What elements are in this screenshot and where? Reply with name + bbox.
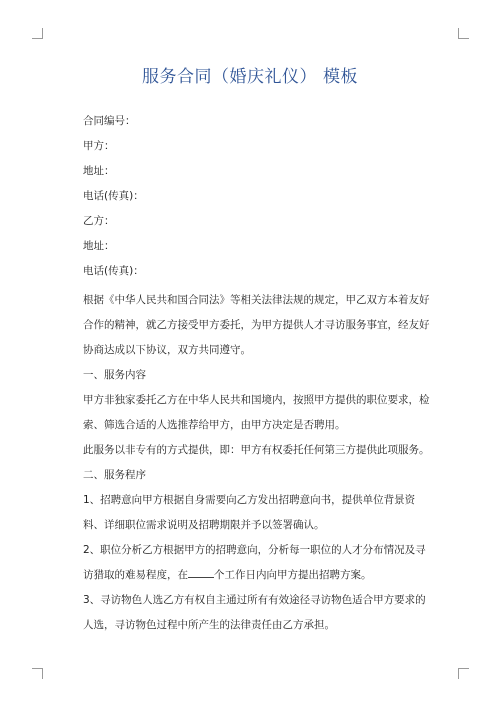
field-party-a-phone: 电话(传真)： — [83, 190, 144, 202]
corner-mark-top-left — [32, 28, 43, 39]
fill-in-blank-days — [188, 566, 214, 578]
corner-mark-bottom-right — [458, 668, 469, 679]
procedure-paragraph-2-start: 2、职位分析乙方根据甲方的招聘意向，分析每一职位的人才分布情况及寻访猎取的难易程度，在 — [83, 544, 426, 581]
document-title: 服务合同（婚庆礼仪） 模板 — [142, 67, 358, 87]
field-party-b: 乙方： — [83, 215, 115, 227]
field-contract-number: 合同编号： — [83, 115, 136, 127]
procedure-paragraph-2-end: 个工作日内向甲方提出招聘方案。 — [214, 569, 372, 581]
section-heading-service-content: 一、服务内容 — [83, 369, 146, 381]
corner-mark-bottom-left — [32, 668, 43, 679]
field-party-b-address: 地址： — [83, 240, 115, 252]
corner-mark-top-right — [458, 28, 469, 39]
procedure-paragraph-3: 3、寻访物色人选乙方有权自主通过所有有效途径寻访物色适合甲方要求的人选，寻访物色过程中所产生的法律责任由乙方承担。 — [83, 594, 426, 631]
field-party-b-phone: 电话(传真)： — [83, 265, 144, 277]
section-heading-service-procedure: 二、服务程序 — [83, 469, 146, 481]
field-party-a: 甲方： — [83, 140, 115, 152]
service-content-paragraph-2: 此服务以非专有的方式提供，即：甲方有权委托任何第三方提供此项服务。 — [83, 444, 430, 456]
document-body — [83, 113, 435, 638]
service-content-paragraph-1: 甲方非独家委托乙方在中华人民共和国境内，按照甲方提供的职位要求，检索、筛选合适的人选推荐给甲方，由甲方决定是否聘用。 — [83, 394, 430, 431]
intro-paragraph: 根据《中华人民共和国合同法》等相关法律法规的规定，甲乙双方本着友好合作的精神，就乙方接受甲方委托，为甲方提供人才寻访服务事宜，经友好协商达成以下协议，双方共同遵守。 — [83, 294, 430, 356]
procedure-paragraph-2 — [83, 538, 435, 588]
field-party-a-address: 地址： — [83, 165, 115, 177]
procedure-paragraph-1: 1、招聘意向甲方根据自身需要向乙方发出招聘意向书，提供单位背景资料、详细职位需求说明及招聘期限并予以签署确认。 — [83, 494, 416, 531]
